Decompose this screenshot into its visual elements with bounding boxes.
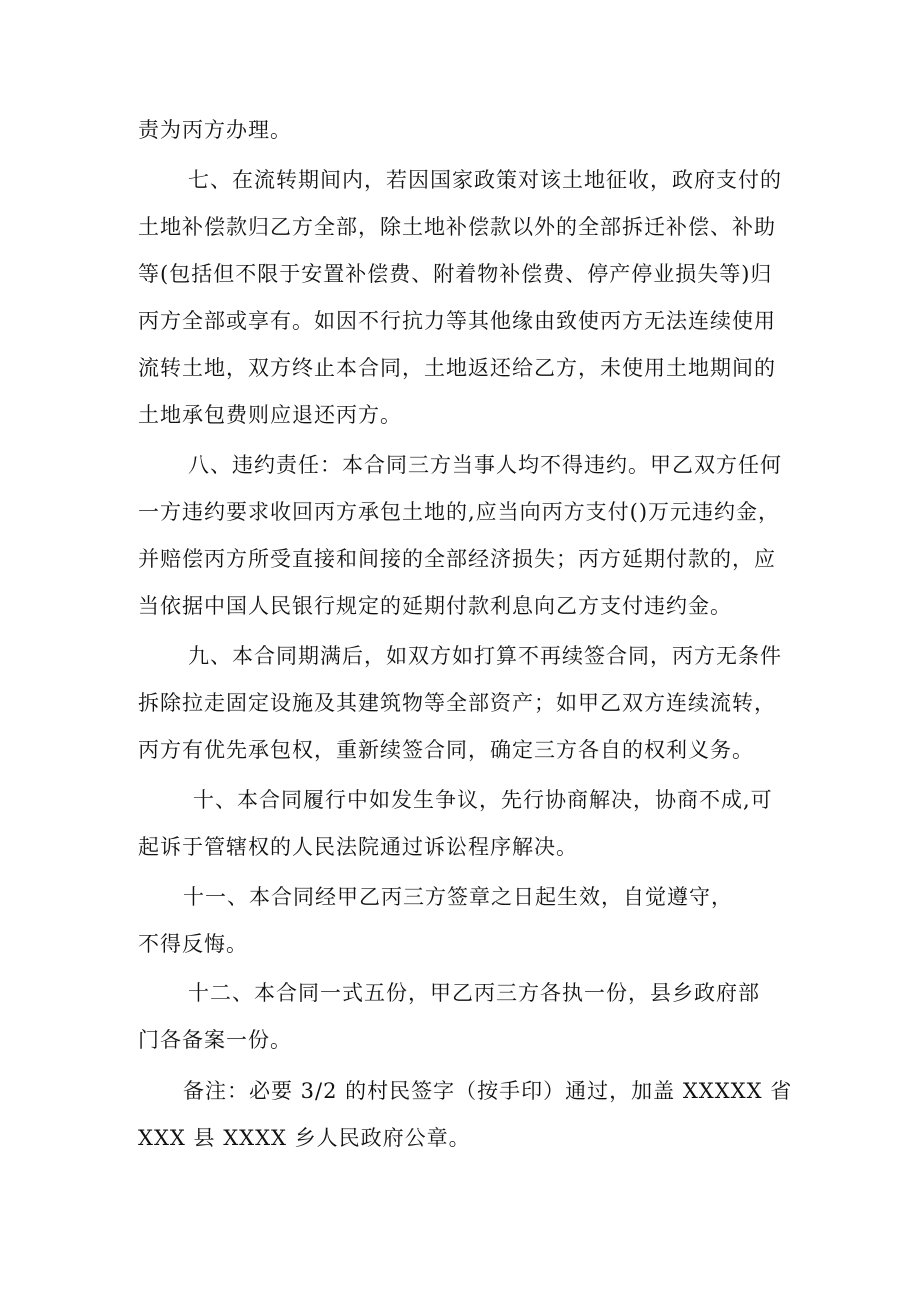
clause-8-line-3: 并赔偿丙方所受直接和间接的全部经济损失；丙方延期付款的，应 [138, 547, 776, 571]
clause-8-line-1: 八、违约责任：本合同三方当事人均不得违约。甲乙双方任何 [188, 453, 782, 477]
clause-7-line-6: 土地承包费则应退还丙方。 [138, 403, 402, 427]
clause-7-line-3: 等(包括但不限于安置补偿费、附着物补偿费、停产停业损失等)归 [138, 262, 773, 286]
clause-8-line-4: 当依据中国人民银行规定的延期付款利息向乙方支付违约金。 [138, 594, 732, 618]
clause-7-line-5: 流转土地，双方终止本合同，土地返还给乙方，未使用土地期间的 [138, 356, 776, 380]
clause-12-line-2: 门各备案一份。 [138, 1028, 292, 1052]
clause-7-line-2: 土地补偿款归乙方全部，除土地补偿款以外的全部拆迁补偿、补助 [138, 215, 776, 239]
clause-9-line-2: 拆除拉走固定设施及其建筑物等全部资产；如甲乙双方连续流转， [138, 691, 776, 715]
text-line-1: 责为丙方办理。 [138, 118, 292, 142]
clause-10-line-2: 起诉于管辖权的人民法院通过诉讼程序解决。 [138, 835, 578, 859]
clause-10-line-1: 十、本合同履行中如发生争议，先行协商解决，协商不成,可 [193, 788, 773, 812]
remark-line-2: XXX 县 XXXX 乡人民政府公章。 [138, 1126, 471, 1150]
clause-11-line-1: 十一、本合同经甲乙丙三方签章之日起生效，自觉遵守， [183, 885, 733, 909]
remark-line-1: 备注：必要 3/2 的村民签字（按手印）通过，加盖 XXXXX 省 [183, 1079, 793, 1103]
clause-9-line-1: 九、本合同期满后，如双方如打算不再续签合同，丙方无条件 [188, 644, 782, 668]
clause-7-line-4: 丙方全部或享有。如因不行抗力等其他缘由致使丙方无法连续使用 [138, 309, 776, 333]
clause-8-line-2: 一方违约要求收回丙方承包土地的,应当向丙方支付()万元违约金， [138, 500, 781, 524]
clause-7-line-1: 七、在流转期间内，若因国家政策对该土地征收，政府支付的 [188, 168, 782, 192]
clause-12-line-1: 十二、本合同一式五份，甲乙丙三方各执一份，县乡政府部 [188, 981, 760, 1005]
clause-11-line-2: 不得反悔。 [138, 932, 248, 956]
clause-9-line-3: 丙方有优先承包权，重新续签合同，确定三方各自的权利义务。 [138, 738, 754, 762]
